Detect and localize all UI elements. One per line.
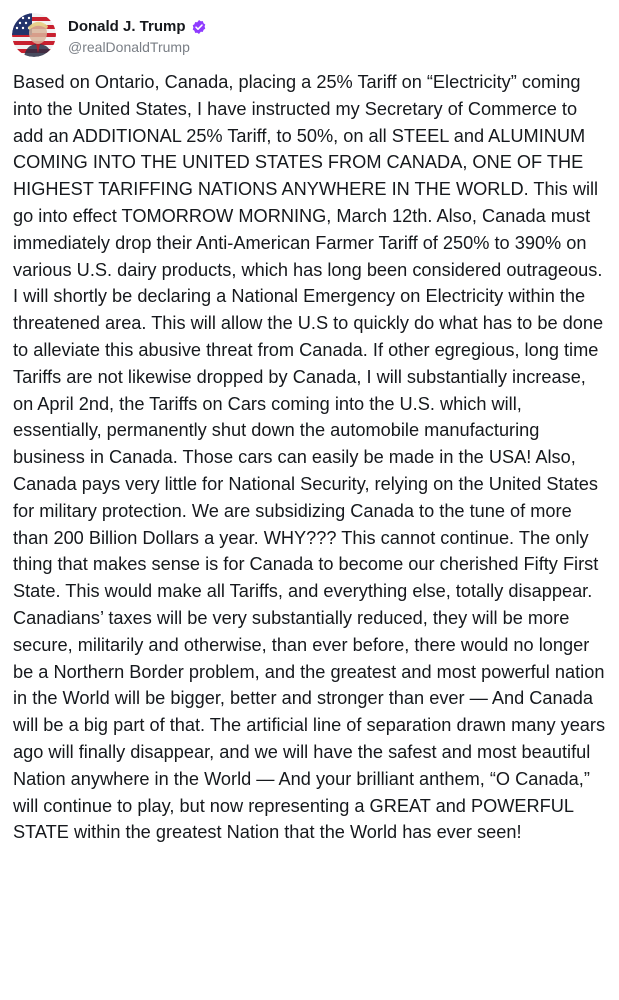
author-display-name[interactable]: Donald J. Trump (68, 18, 186, 35)
author-identity (68, 16, 207, 55)
author-handle[interactable]: @realDonaldTrump (68, 38, 190, 55)
author-name-row (68, 16, 207, 38)
post-text: Based on Ontario, Canada, placing a 25% Tariff on “Electricity” coming into the United States, I have instructed my Secretary of Commerce to add an ADDITIONAL 25% Tariff, to 50%, on all STEEL and ALUMINUM COMING INTO THE UNITED STATES FROM CANADA, ONE OF THE HIGHEST TARIFFING NATIONS ANYWHERE IN THE WORLD. This will go into effect TOMORROW MORNING, March 12th. Also, Canada must immediately drop their Anti-American Farmer Tariff of 250% to 390% on various U.S. dairy products, which has long been considered outrageous. I will shortly be declaring a National Emergency on Electricity within the threatened area. This will allow the U.S to quickly do what has to be done to alleviate this abusive threat from Canada. If other egregious, long time Tariffs are not likewise dropped by Canada, I will substantially increase, on April 2nd, the Tariffs on Cars coming into the U.S. which will, essentially, permanently shut down the automobile manufacturing business in Canada. Those cars can easily be made in the USA! Also, Canada pays very little for National Security, relying on the United States for military protection. We are subsidizing Canada to the tune of more than 200 Billion Dollars a year. WHY??? This cannot continue. The only thing that makes sense is for Canada to become our cherished Fifty First State. This would make all Tariffs, and everything else, totally disappear. Canadians’ taxes will be very substantially reduced, they will be more secure, militarily and otherwise, than ever before, there would no longer be a Northern Border problem, and the greatest and most powerful nation in the World will be bigger, better and stronger than ever — And Canada will be a big part of that. The artificial line of separation drawn many years ago will finally disappear, and we will have the safest and most beautiful Nation anywhere in the World — And your brilliant anthem, “O Canada,” will continue to play, but now representing a GREAT and POWERFUL STATE within the greatest Nation that the World has ever seen! (13, 72, 606, 843)
avatar[interactable] (12, 13, 56, 57)
post-header (12, 12, 207, 58)
verified-badge-icon (191, 19, 207, 35)
flag-portrait-avatar-icon (12, 13, 56, 57)
